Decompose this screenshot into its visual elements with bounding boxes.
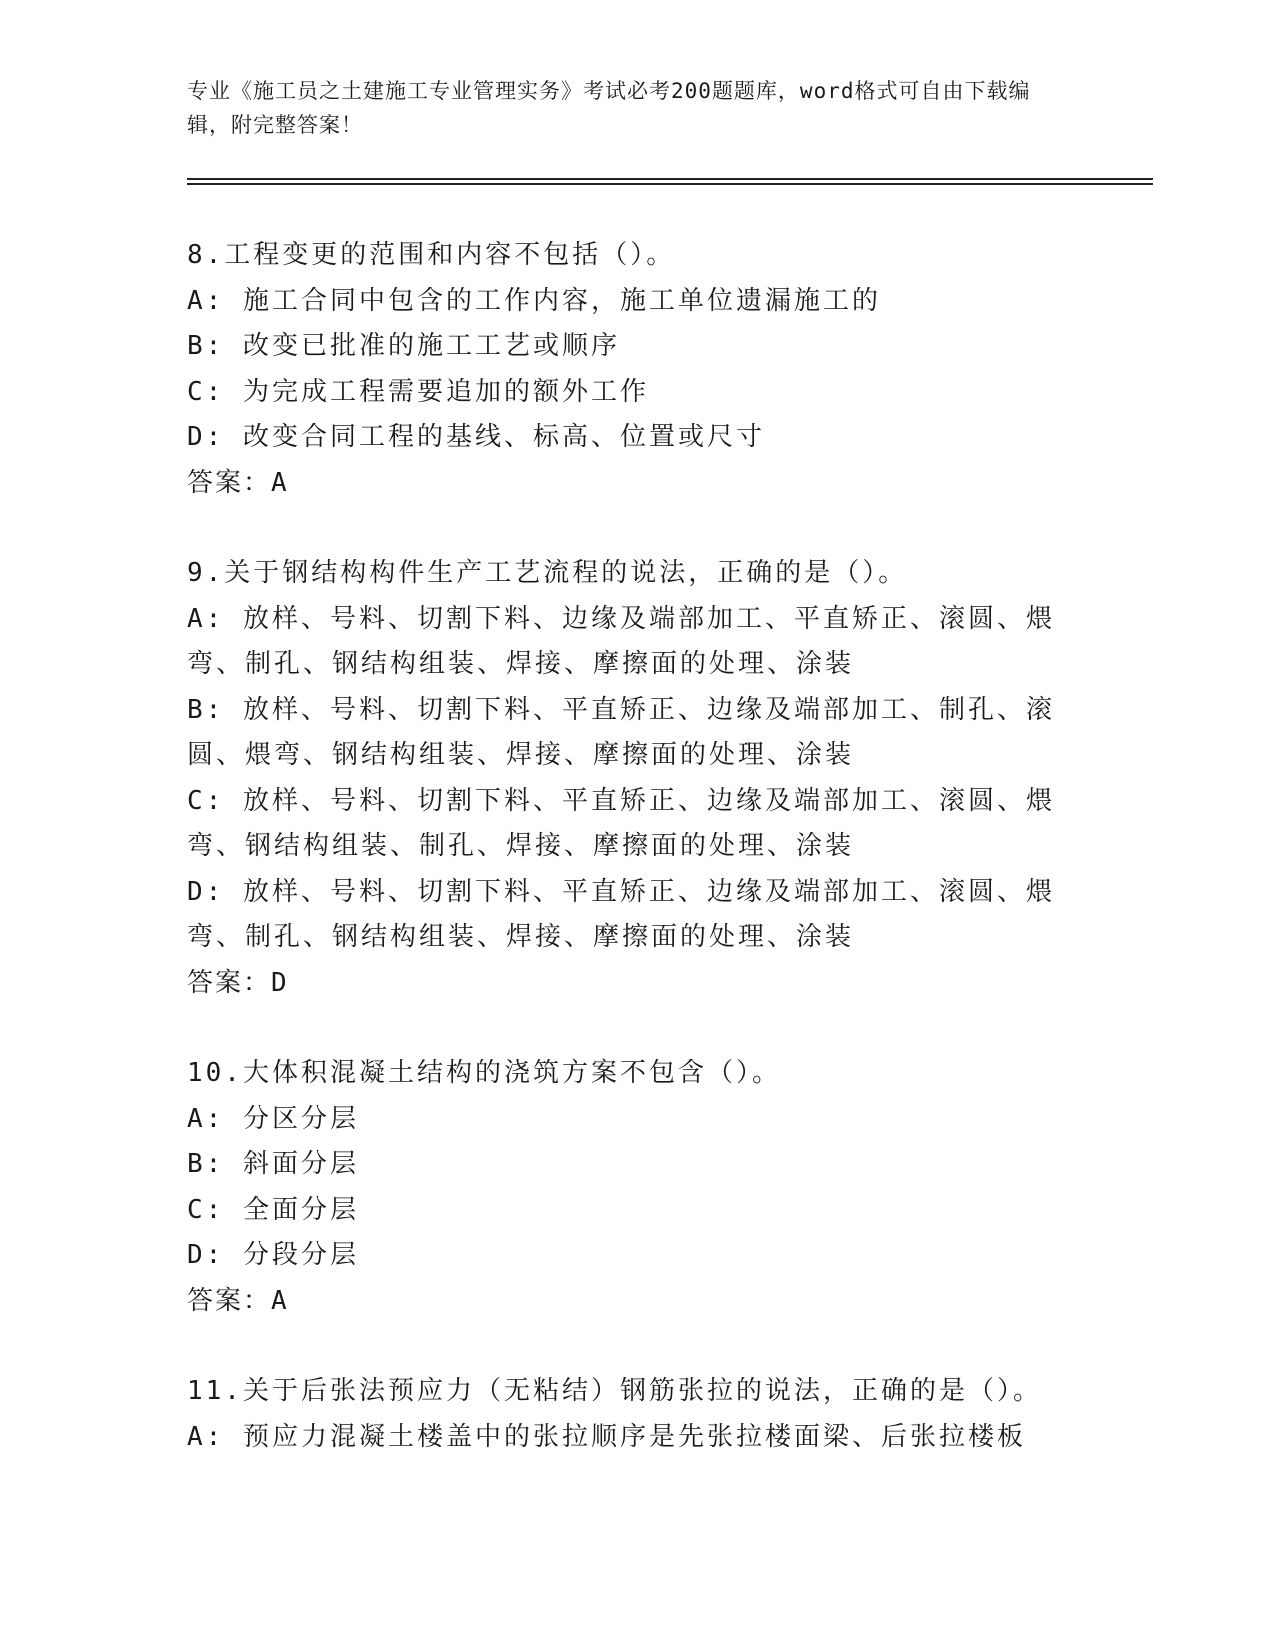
question-list (187, 233, 1087, 1505)
option-label: A: (187, 285, 225, 316)
option-label: B: (187, 694, 225, 725)
option-text: 放样、号料、切割下料、平直矫正、边缘及端部加工、制孔、滚圆、煨弯、钢结构组装、焊接、摩擦面的处理、涂装 (187, 694, 1055, 770)
question-10 (187, 1051, 1087, 1324)
option-text: 分区分层 (242, 1103, 359, 1134)
option-label: A: (187, 1103, 225, 1134)
option-label: D: (187, 422, 225, 452)
option-text: 斜面分层 (242, 1149, 359, 1179)
question-11 (187, 1369, 1087, 1460)
header-intro-text: 专业《施工员之土建施工专业管理实务》考试必考200题题库，word格式可自由下载编辑，附完整答案！ (187, 79, 1031, 137)
option-a (187, 597, 1087, 688)
option-a (187, 1097, 1087, 1143)
header-divider-bottom (187, 183, 1153, 185)
option-text: 改变已批准的施工工艺或顺序 (242, 331, 620, 361)
option-text: 分段分层 (242, 1240, 359, 1270)
option-label: D: (187, 1240, 225, 1270)
option-label: B: (187, 331, 225, 361)
option-text: 全面分层 (242, 1194, 359, 1225)
question-stem: 10.大体积混凝土结构的浇筑方案不包含（）。 (187, 1058, 781, 1088)
option-label: A: (187, 1421, 225, 1452)
option-label: B: (187, 1149, 225, 1179)
option-d (187, 870, 1087, 961)
option-a (187, 1415, 1087, 1461)
option-c (187, 370, 1087, 416)
option-text: 施工合同中包含的工作内容，施工单位遗漏施工的 (242, 285, 881, 316)
option-label: C: (187, 785, 225, 816)
question-stem: 8.工程变更的范围和内容不包括（）。 (187, 240, 676, 270)
answer-line: 答案：A (187, 467, 289, 498)
option-text: 放样、号料、切割下料、边缘及端部加工、平直矫正、滚圆、煨弯、制孔、钢结构组装、焊接、摩擦面的处理、涂装 (187, 603, 1055, 679)
header-divider-top (187, 178, 1153, 180)
option-text: 放样、号料、切割下料、平直矫正、边缘及端部加工、滚圆、煨弯、钢结构组装、制孔、焊接、摩擦面的处理、涂装 (187, 785, 1055, 861)
document-header (187, 74, 1067, 142)
question-9 (187, 551, 1087, 1006)
answer-line: 答案：D (187, 967, 289, 998)
option-a (187, 279, 1087, 325)
option-d (187, 1233, 1087, 1279)
answer-line: 答案：A (187, 1285, 289, 1316)
question-stem: 11.关于后张法预应力（无粘结）钢筋张拉的说法，正确的是（）。 (187, 1376, 1042, 1406)
option-label: C: (187, 1194, 225, 1225)
question-8 (187, 233, 1087, 506)
option-b (187, 324, 1087, 370)
option-d (187, 415, 1087, 461)
option-label: D: (187, 876, 225, 907)
question-stem: 9.关于钢结构构件生产工艺流程的说法，正确的是（）。 (187, 558, 908, 588)
option-b (187, 688, 1087, 779)
option-label: A: (187, 603, 225, 634)
option-text: 为完成工程需要追加的额外工作 (242, 376, 649, 407)
option-c (187, 1188, 1087, 1234)
option-text: 改变合同工程的基线、标高、位置或尺寸 (242, 422, 765, 452)
option-b (187, 1142, 1087, 1188)
option-text: 预应力混凝土楼盖中的张拉顺序是先张拉楼面梁、后张拉楼板 (242, 1421, 1026, 1452)
option-c (187, 779, 1087, 870)
option-text: 放样、号料、切割下料、平直矫正、边缘及端部加工、滚圆、煨弯、制孔、钢结构组装、焊接、摩擦面的处理、涂装 (187, 876, 1055, 952)
option-label: C: (187, 376, 225, 407)
